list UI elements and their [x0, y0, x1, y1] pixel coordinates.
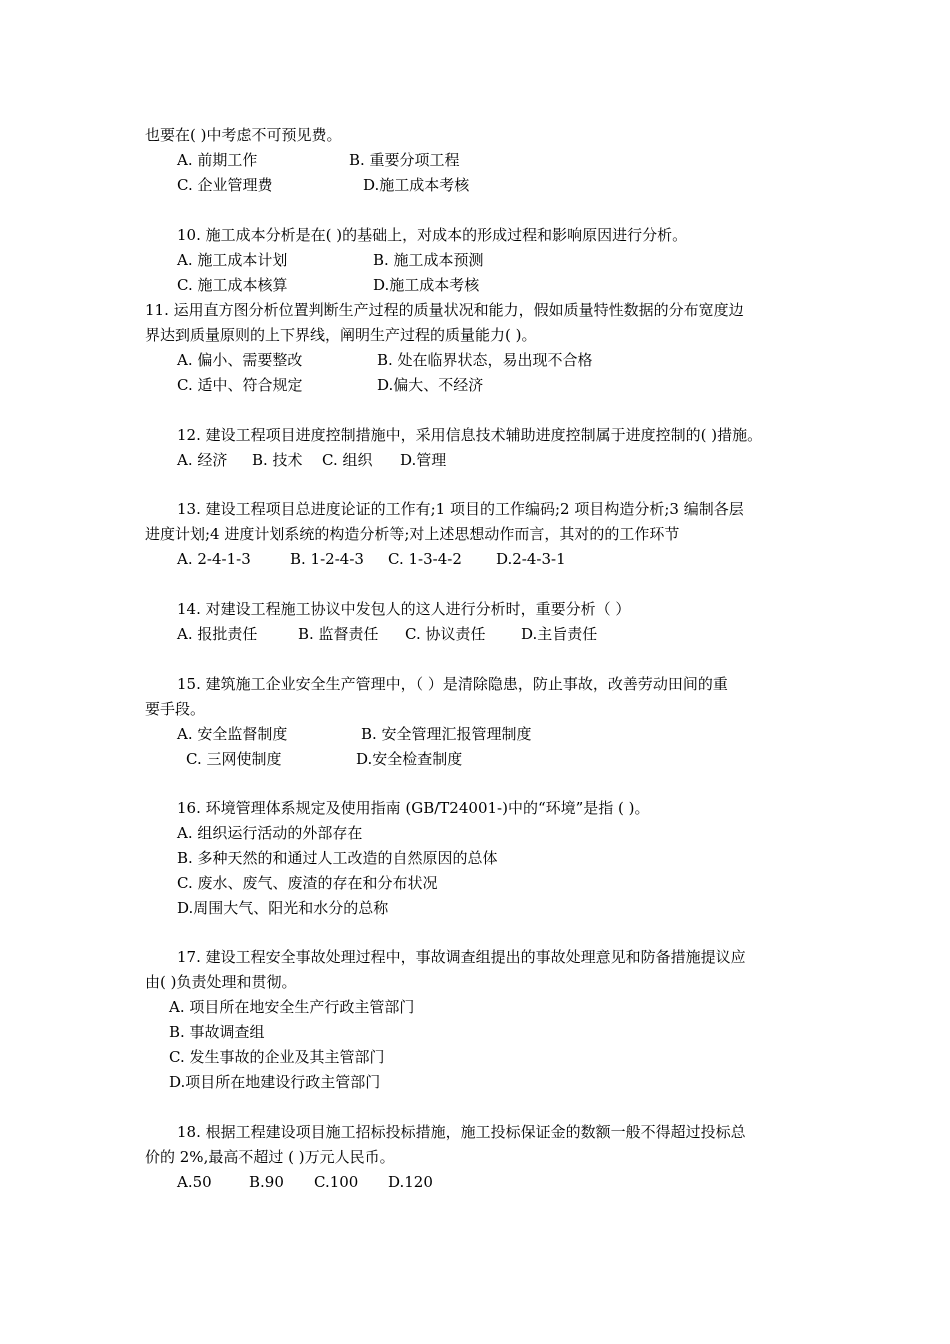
- option: C. 三网使制度: [186, 750, 282, 768]
- question-text: 16. 环境管理体系规定及使用指南 (GB/T24001-)中的“环境”是指 ( )。: [177, 799, 650, 817]
- text-line: [0, 970, 950, 994]
- text-line: [0, 522, 950, 546]
- option: B. 技术: [252, 451, 303, 469]
- option: B. 重要分项工程: [349, 151, 460, 169]
- question-text: 13. 建设工程项目总进度论证的工作有;1 项目的工作编码;2 项目构造分析;3 编制各层: [177, 500, 744, 518]
- option: B.90: [249, 1173, 284, 1191]
- option: D.120: [388, 1173, 433, 1191]
- options-line: [0, 547, 950, 571]
- options-line: [0, 1170, 950, 1194]
- question-text: 价的 2%,最高不超过 ( )万元人民币。: [145, 1148, 395, 1166]
- options-line: [0, 448, 950, 472]
- option: D.偏大、不经济: [377, 376, 484, 394]
- options-line: [0, 273, 950, 297]
- option: D.主旨责任: [521, 625, 598, 643]
- text-line: [0, 1145, 950, 1169]
- text-line: [0, 597, 950, 621]
- text-line: [0, 796, 950, 820]
- question-text: 17. 建设工程安全事故处理过程中，事故调查组提出的事故处理意见和防备措施提议应: [177, 948, 746, 966]
- options-line: [0, 1020, 950, 1044]
- options-line: [0, 148, 950, 172]
- option: C. 适中、符合规定: [177, 376, 303, 394]
- option: A. 偏小、需要整改: [177, 351, 303, 369]
- option: D.施工成本考核: [363, 176, 470, 194]
- text-line: [0, 497, 950, 521]
- option: D.2-4-3-1: [496, 550, 566, 568]
- options-line: [0, 173, 950, 197]
- text-line: [0, 697, 950, 721]
- options-line: [0, 1070, 950, 1094]
- text-line: [0, 423, 950, 447]
- option: A.50: [177, 1173, 212, 1191]
- question-text: 15. 建筑施工企业安全生产管理中，（ ）是清除隐患，防止事故，改善劳动田间的重: [177, 675, 728, 693]
- text-line: [0, 323, 950, 347]
- options-line: [0, 348, 950, 372]
- option: B. 多种天然的和通过人工改造的自然原因的总体: [177, 849, 498, 867]
- options-line: [0, 722, 950, 746]
- question-text: 也要在( )中考虑不可预见费。: [145, 126, 342, 144]
- text-line: [0, 1120, 950, 1144]
- option: C. 废水、废气、废渣的存在和分布状况: [177, 874, 438, 892]
- option: C. 施工成本核算: [177, 276, 288, 294]
- option: A. 经济: [177, 451, 228, 469]
- option: A. 报批责任: [177, 625, 258, 643]
- options-line: [0, 995, 950, 1019]
- question-text: 进度计划;4 进度计划系统的构造分析等;对上述思想动作而言，其对的的工作环节: [145, 525, 680, 543]
- text-line: [0, 123, 950, 147]
- option: B. 安全管理汇报管理制度: [361, 725, 532, 743]
- options-line: [0, 1045, 950, 1069]
- options-line: [0, 871, 950, 895]
- text-line: [0, 945, 950, 969]
- option: C.100: [314, 1173, 359, 1191]
- options-line: [0, 821, 950, 845]
- text-line: [0, 672, 950, 696]
- options-line: [0, 622, 950, 646]
- question-text: 12. 建设工程项目进度控制措施中，采用信息技术辅助进度控制属于进度控制的( )措施。: [177, 426, 763, 444]
- text-line: [0, 223, 950, 247]
- option: D.施工成本考核: [373, 276, 480, 294]
- option: A. 项目所在地安全生产行政主管部门: [169, 998, 415, 1016]
- option: B. 事故调查组: [169, 1023, 265, 1041]
- question-text: 18. 根据工程建设项目施工招标投标措施，施工投标保证金的数额一般不得超过投标总: [177, 1123, 746, 1141]
- option: C. 协议责任: [405, 625, 486, 643]
- option: D.管理: [400, 451, 447, 469]
- question-text: 14. 对建设工程施工协议中发包人的这人进行分析时，重要分析（ ）: [177, 600, 631, 618]
- option: A. 前期工作: [177, 151, 258, 169]
- options-line: [0, 747, 950, 771]
- option: B. 处在临界状态，易出现不合格: [377, 351, 593, 369]
- option: A. 2-4-1-3: [177, 550, 251, 568]
- question-text: 11. 运用直方图分析位置判断生产过程的质量状况和能力，假如质量特性数据的分布宽度边: [145, 301, 744, 319]
- option: D.周围大气、阳光和水分的总称: [177, 899, 389, 917]
- option: D.项目所在地建设行政主管部门: [169, 1073, 381, 1091]
- options-line: [0, 373, 950, 397]
- text-line: [0, 298, 950, 322]
- option: B. 施工成本预测: [373, 251, 484, 269]
- option: C. 发生事故的企业及其主管部门: [169, 1048, 385, 1066]
- options-line: [0, 248, 950, 272]
- option: C. 1-3-4-2: [388, 550, 462, 568]
- options-line: [0, 846, 950, 870]
- question-text: 由( )负责处理和贯彻。: [145, 973, 297, 991]
- question-text: 要手段。: [145, 700, 206, 718]
- option: C. 企业管理费: [177, 176, 273, 194]
- option: D.安全检查制度: [356, 750, 463, 768]
- option: C. 组织: [322, 451, 373, 469]
- option: B. 监督责任: [298, 625, 379, 643]
- option: B. 1-2-4-3: [290, 550, 364, 568]
- option: A. 组织运行活动的外部存在: [177, 824, 363, 842]
- option: A. 施工成本计划: [177, 251, 288, 269]
- question-text: 10. 施工成本分析是在( )的基础上，对成本的形成过程和影响原因进行分析。: [177, 226, 688, 244]
- options-line: [0, 896, 950, 920]
- question-text: 界达到质量原则的上下界线，阐明生产过程的质量能力( )。: [145, 326, 537, 344]
- option: A. 安全监督制度: [177, 725, 288, 743]
